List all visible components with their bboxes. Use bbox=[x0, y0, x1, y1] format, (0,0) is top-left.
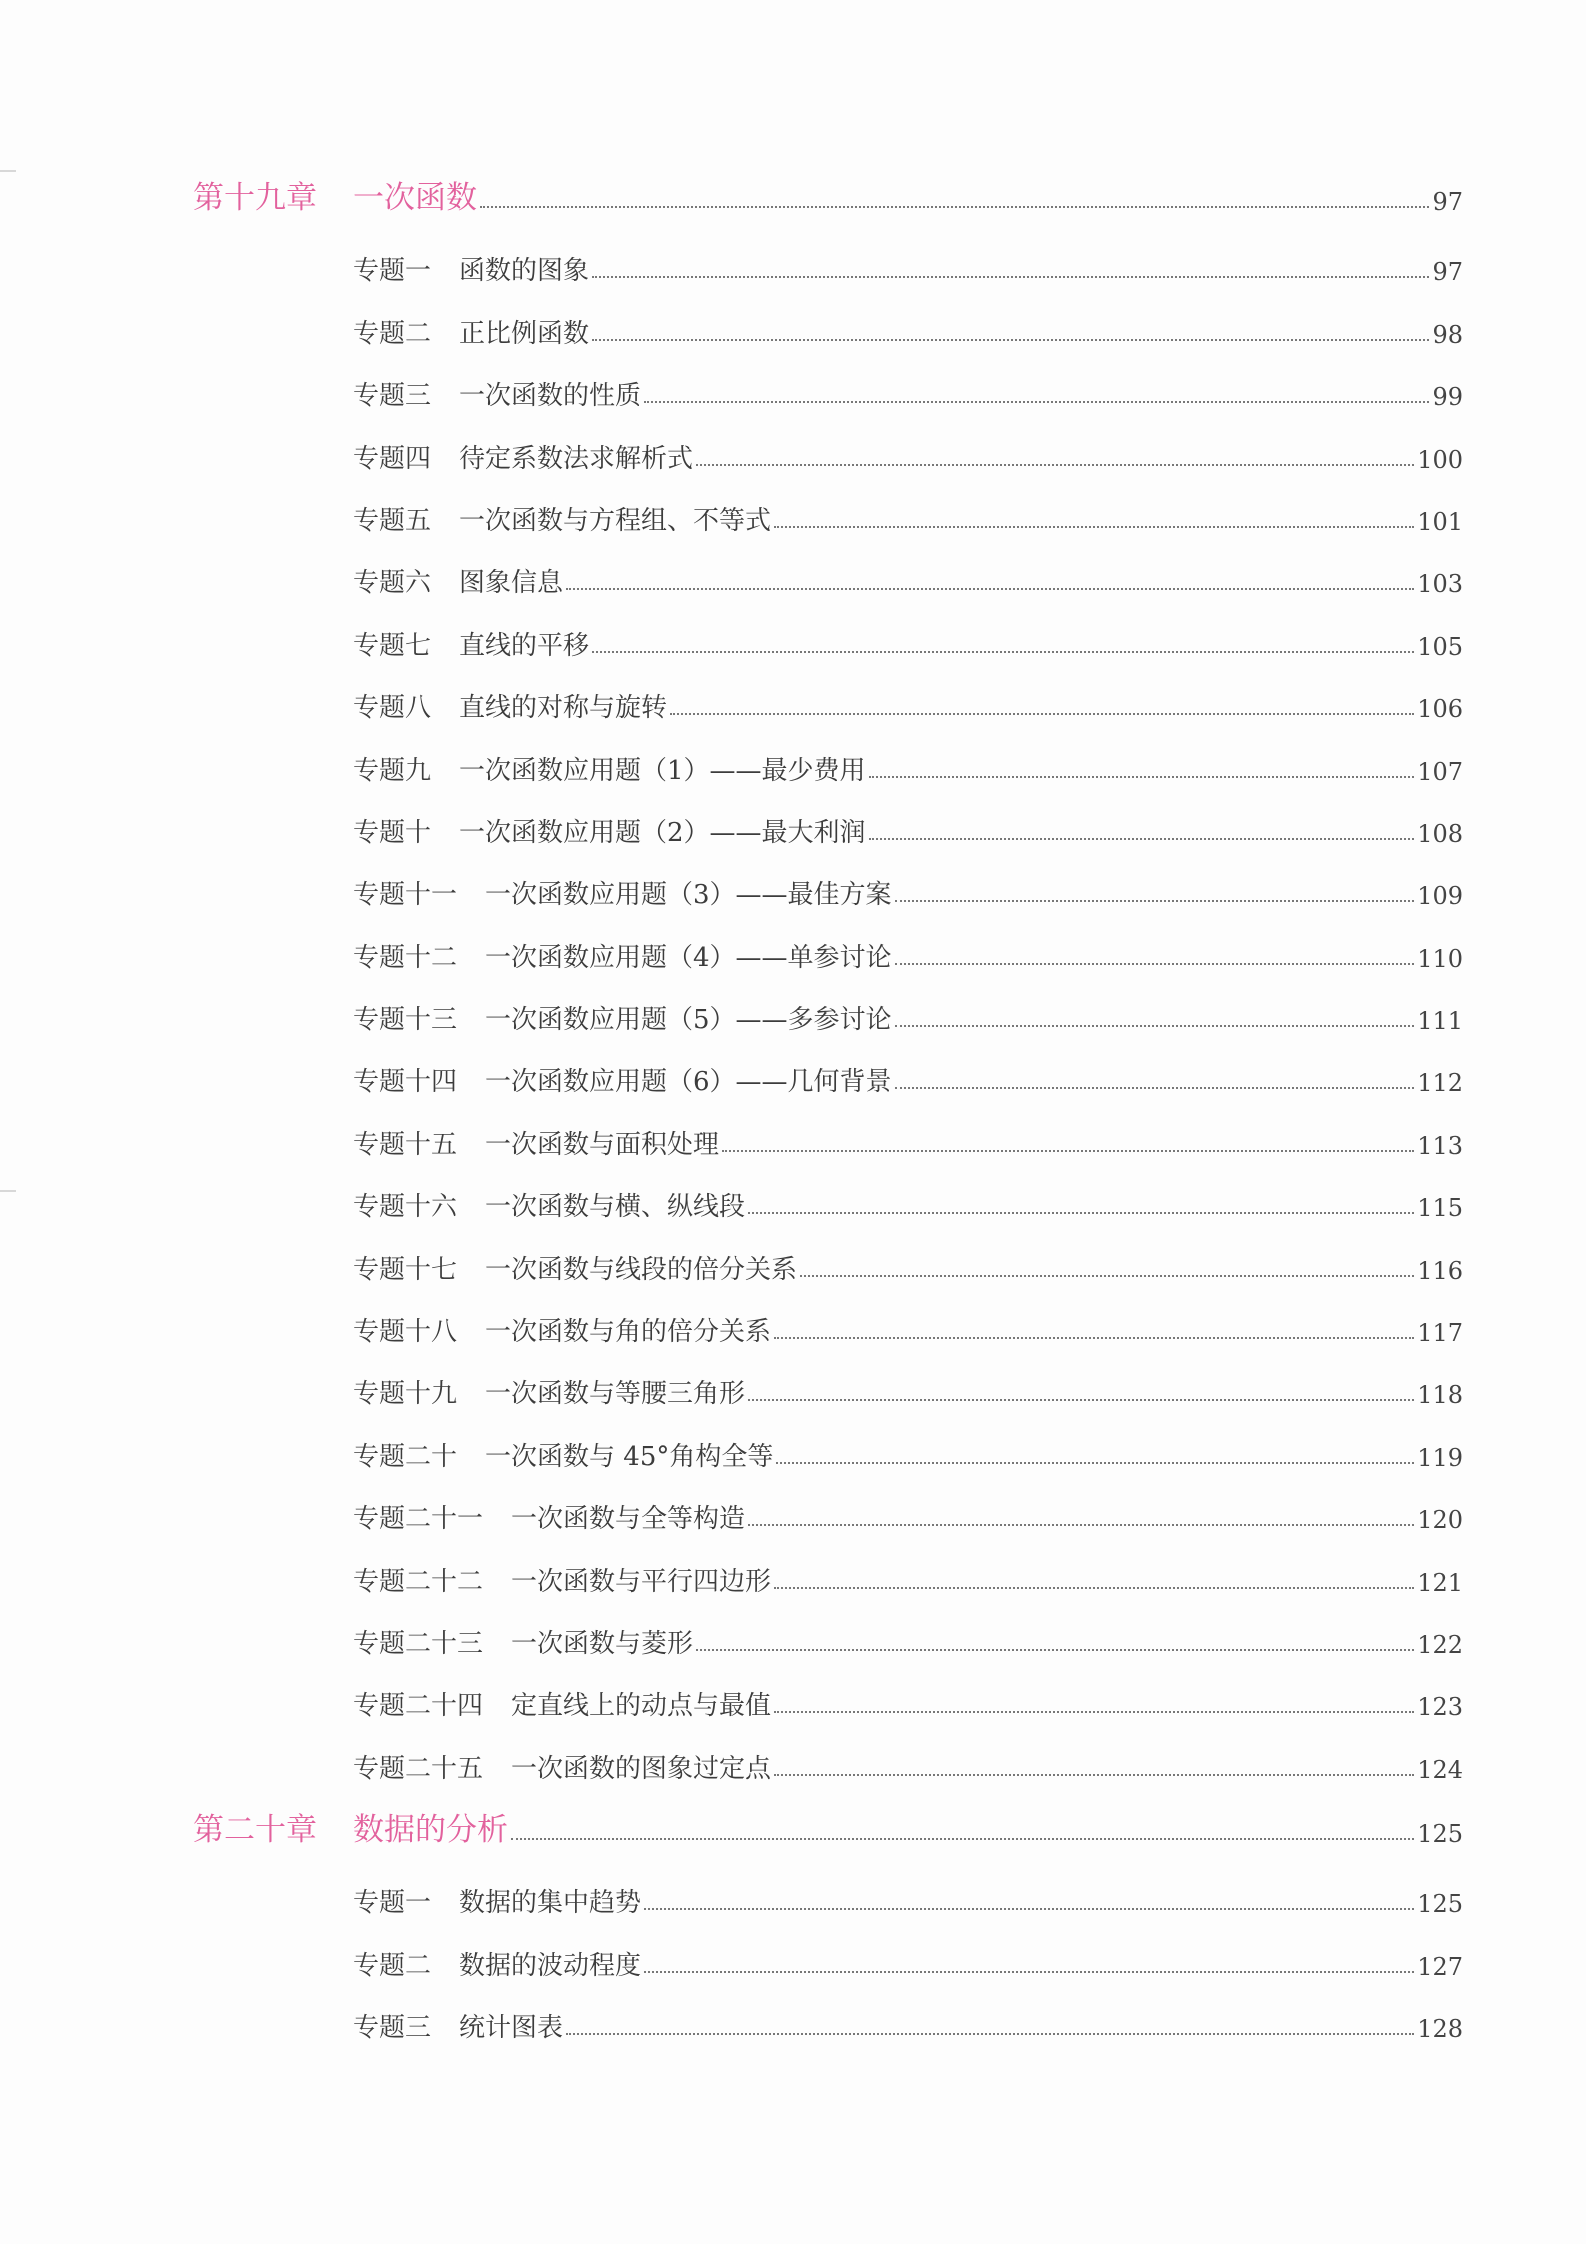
topic-title: 函数的图象 bbox=[459, 256, 590, 287]
chapter-title: 一次函数 bbox=[353, 180, 477, 216]
toc-entry[interactable] bbox=[193, 721, 1463, 786]
topic-label: 专题三 bbox=[353, 2012, 432, 2043]
topic-label: 专题十 bbox=[353, 817, 432, 848]
topic-label: 专题十一 bbox=[353, 880, 458, 911]
topic-page-number: 101 bbox=[1417, 507, 1463, 536]
topic-page-number: 120 bbox=[1417, 1506, 1463, 1535]
topic-label: 专题四 bbox=[353, 443, 432, 474]
topic-title: 一次函数与平行四边形 bbox=[511, 1566, 772, 1597]
topic-page-number: 100 bbox=[1417, 445, 1463, 474]
toc-entry[interactable] bbox=[193, 472, 1463, 534]
topic-label: 专题十八 bbox=[353, 1317, 458, 1348]
topic-title: 一次函数应用题（5）——多参讨论 bbox=[485, 1005, 892, 1036]
topic-title: 一次函数与 45°角构全等 bbox=[485, 1441, 774, 1472]
topic-page-number: 107 bbox=[1417, 757, 1463, 786]
dot-leader bbox=[644, 1971, 1414, 1973]
topic-page-number: 99 bbox=[1432, 383, 1463, 412]
toc-entry[interactable] bbox=[193, 409, 1463, 474]
toc-entry[interactable] bbox=[193, 1220, 1463, 1285]
topic-label: 专题十六 bbox=[353, 1192, 458, 1223]
dot-leader bbox=[774, 1337, 1414, 1339]
toc-entry[interactable] bbox=[193, 1470, 1463, 1535]
topic-page-number: 127 bbox=[1417, 1952, 1463, 1981]
topic-label: 专题十九 bbox=[353, 1379, 458, 1410]
topic-page-number: 109 bbox=[1417, 882, 1463, 911]
topic-page-number: 103 bbox=[1417, 570, 1463, 599]
topic-title: 一次函数与角的倍分关系 bbox=[485, 1317, 772, 1348]
dot-leader bbox=[869, 838, 1415, 840]
topic-label: 专题五 bbox=[353, 505, 432, 536]
topic-title: 图象信息 bbox=[459, 568, 564, 599]
topic-label: 专题二 bbox=[353, 1950, 432, 1981]
topic-page-number: 117 bbox=[1417, 1319, 1463, 1348]
topic-label: 专题二十五 bbox=[353, 1753, 484, 1784]
toc-entry[interactable] bbox=[193, 1719, 1463, 1784]
dot-leader bbox=[748, 1399, 1414, 1401]
topic-label: 专题二十四 bbox=[353, 1691, 484, 1722]
toc-entry[interactable] bbox=[193, 284, 1463, 349]
topic-title: 一次函数与方程组、不等式 bbox=[459, 505, 772, 536]
dot-leader bbox=[592, 651, 1414, 653]
topic-label: 专题二十二 bbox=[353, 1566, 484, 1597]
topic-page-number: 124 bbox=[1417, 1755, 1463, 1784]
toc-entry[interactable] bbox=[193, 971, 1463, 1036]
dot-leader bbox=[644, 401, 1429, 403]
toc-entry[interactable] bbox=[193, 908, 1463, 973]
edge-mark bbox=[0, 1190, 16, 1192]
topic-label: 专题七 bbox=[353, 630, 432, 661]
topic-title: 一次函数应用题（3）——最佳方案 bbox=[485, 880, 892, 911]
topic-label: 专题二十一 bbox=[353, 1504, 484, 1535]
dot-leader bbox=[722, 1150, 1414, 1152]
dot-leader bbox=[566, 588, 1414, 590]
dot-leader bbox=[869, 776, 1415, 778]
chapter-number: 第十九章 bbox=[193, 180, 317, 216]
topic-page-number: 119 bbox=[1417, 1443, 1463, 1472]
topic-page-number: 118 bbox=[1417, 1381, 1463, 1410]
topic-page-number: 110 bbox=[1417, 944, 1463, 973]
topic-label: 专题三 bbox=[353, 381, 432, 412]
dot-leader bbox=[592, 276, 1429, 278]
topic-title: 一次函数的性质 bbox=[459, 381, 642, 412]
topic-label: 专题十二 bbox=[353, 942, 458, 973]
topic-title: 直线的对称与旋转 bbox=[459, 693, 668, 724]
topic-title: 一次函数应用题（1）——最少费用 bbox=[459, 755, 866, 786]
topic-label: 专题二十 bbox=[353, 1441, 458, 1472]
dot-leader bbox=[895, 900, 1415, 902]
toc-entry[interactable] bbox=[193, 222, 1463, 287]
toc-entry[interactable] bbox=[193, 1407, 1463, 1472]
chapter-number: 第二十章 bbox=[193, 1811, 317, 1848]
topic-title: 一次函数与等腰三角形 bbox=[485, 1379, 746, 1410]
topic-page-number: 97 bbox=[1432, 258, 1463, 287]
topic-title: 统计图表 bbox=[459, 2012, 564, 2043]
topic-label: 专题十四 bbox=[353, 1067, 458, 1098]
dot-leader bbox=[774, 526, 1414, 528]
topic-title: 一次函数应用题（4）——单参讨论 bbox=[485, 942, 892, 973]
topic-title: 待定系数法求解析式 bbox=[459, 443, 694, 474]
edge-mark bbox=[0, 170, 16, 172]
topic-title: 定直线上的动点与最值 bbox=[511, 1691, 772, 1722]
topic-title: 一次函数与菱形 bbox=[511, 1628, 694, 1659]
dot-leader bbox=[480, 206, 1429, 208]
topic-page-number: 123 bbox=[1417, 1693, 1463, 1722]
toc-entry[interactable] bbox=[193, 1916, 1463, 1981]
topic-title: 一次函数应用题（6）——几何背景 bbox=[485, 1067, 892, 1098]
dot-leader bbox=[592, 339, 1429, 341]
topic-page-number: 116 bbox=[1417, 1256, 1463, 1285]
topic-page-number: 122 bbox=[1417, 1630, 1463, 1659]
topic-page-number: 111 bbox=[1417, 1007, 1463, 1036]
dot-leader bbox=[696, 464, 1414, 466]
topic-page-number: 128 bbox=[1417, 2014, 1463, 2043]
chapter-page-number: 97 bbox=[1432, 188, 1463, 216]
topic-page-number: 106 bbox=[1417, 695, 1463, 724]
topic-page-number: 115 bbox=[1417, 1194, 1463, 1223]
toc-entry[interactable] bbox=[193, 1283, 1463, 1348]
toc-entry[interactable] bbox=[193, 1657, 1463, 1722]
dot-leader bbox=[774, 1774, 1414, 1776]
topic-label: 专题十七 bbox=[353, 1254, 458, 1285]
topic-title: 一次函数与线段的倍分关系 bbox=[485, 1254, 798, 1285]
dot-leader bbox=[748, 1524, 1414, 1526]
dot-leader bbox=[511, 1838, 1414, 1840]
topic-title: 一次函数与横、纵线段 bbox=[485, 1192, 746, 1223]
topic-page-number: 113 bbox=[1417, 1131, 1463, 1160]
topic-label: 专题一 bbox=[353, 256, 432, 287]
toc-entry[interactable] bbox=[193, 784, 1463, 846]
topic-label: 专题一 bbox=[353, 1888, 432, 1919]
topic-title: 一次函数应用题（2）——最大利润 bbox=[459, 817, 866, 848]
dot-leader bbox=[895, 1025, 1415, 1027]
toc-entry[interactable] bbox=[193, 1158, 1463, 1223]
chapter-page-number: 125 bbox=[1417, 1819, 1463, 1848]
topic-label: 专题十五 bbox=[353, 1129, 458, 1160]
topic-title: 一次函数与全等构造 bbox=[511, 1504, 746, 1535]
topic-title: 数据的波动程度 bbox=[459, 1950, 642, 1981]
dot-leader bbox=[748, 1212, 1414, 1214]
dot-leader bbox=[696, 1649, 1414, 1651]
topic-label: 专题八 bbox=[353, 693, 432, 724]
toc-entry[interactable] bbox=[193, 1033, 1463, 1098]
chapter-heading[interactable] bbox=[193, 1788, 1463, 1846]
topic-label: 专题二十三 bbox=[353, 1628, 484, 1659]
topic-title: 正比例函数 bbox=[459, 318, 590, 349]
topic-title: 数据的集中趋势 bbox=[459, 1888, 642, 1919]
topic-page-number: 108 bbox=[1417, 819, 1463, 848]
table-of-contents bbox=[193, 156, 1463, 2041]
dot-leader bbox=[774, 1711, 1414, 1713]
toc-entry[interactable] bbox=[193, 659, 1463, 724]
dot-leader bbox=[800, 1275, 1414, 1277]
toc-entry[interactable] bbox=[193, 534, 1463, 599]
chapter-heading[interactable] bbox=[193, 156, 1463, 214]
toc-entry[interactable] bbox=[193, 596, 1463, 661]
topic-page-number: 98 bbox=[1432, 320, 1463, 349]
dot-leader bbox=[776, 1462, 1414, 1464]
dot-leader bbox=[895, 963, 1415, 965]
dot-leader bbox=[670, 713, 1414, 715]
toc-entry[interactable] bbox=[193, 1095, 1463, 1160]
dot-leader bbox=[644, 1908, 1414, 1910]
dot-leader bbox=[774, 1587, 1414, 1589]
topic-title: 一次函数的图象过定点 bbox=[511, 1753, 772, 1784]
toc-entry[interactable] bbox=[193, 846, 1463, 911]
toc-entry[interactable] bbox=[193, 1532, 1463, 1597]
topic-label: 专题二 bbox=[353, 318, 432, 349]
topic-label: 专题六 bbox=[353, 568, 432, 599]
toc-entry[interactable] bbox=[193, 1979, 1463, 2041]
topic-page-number: 105 bbox=[1417, 632, 1463, 661]
dot-leader bbox=[566, 2033, 1414, 2035]
topic-label: 专题十三 bbox=[353, 1005, 458, 1036]
chapter-title: 数据的分析 bbox=[353, 1811, 508, 1848]
toc-entry[interactable] bbox=[193, 347, 1463, 412]
toc-entry[interactable] bbox=[193, 1854, 1463, 1919]
topic-label: 专题九 bbox=[353, 755, 432, 786]
topic-title: 一次函数与面积处理 bbox=[485, 1129, 720, 1160]
toc-entry[interactable] bbox=[193, 1595, 1463, 1657]
dot-leader bbox=[895, 1087, 1415, 1089]
topic-title: 直线的平移 bbox=[459, 630, 590, 661]
topic-page-number: 121 bbox=[1417, 1568, 1463, 1597]
topic-page-number: 112 bbox=[1417, 1069, 1463, 1098]
toc-entry[interactable] bbox=[193, 1345, 1463, 1410]
topic-page-number: 125 bbox=[1417, 1890, 1463, 1919]
